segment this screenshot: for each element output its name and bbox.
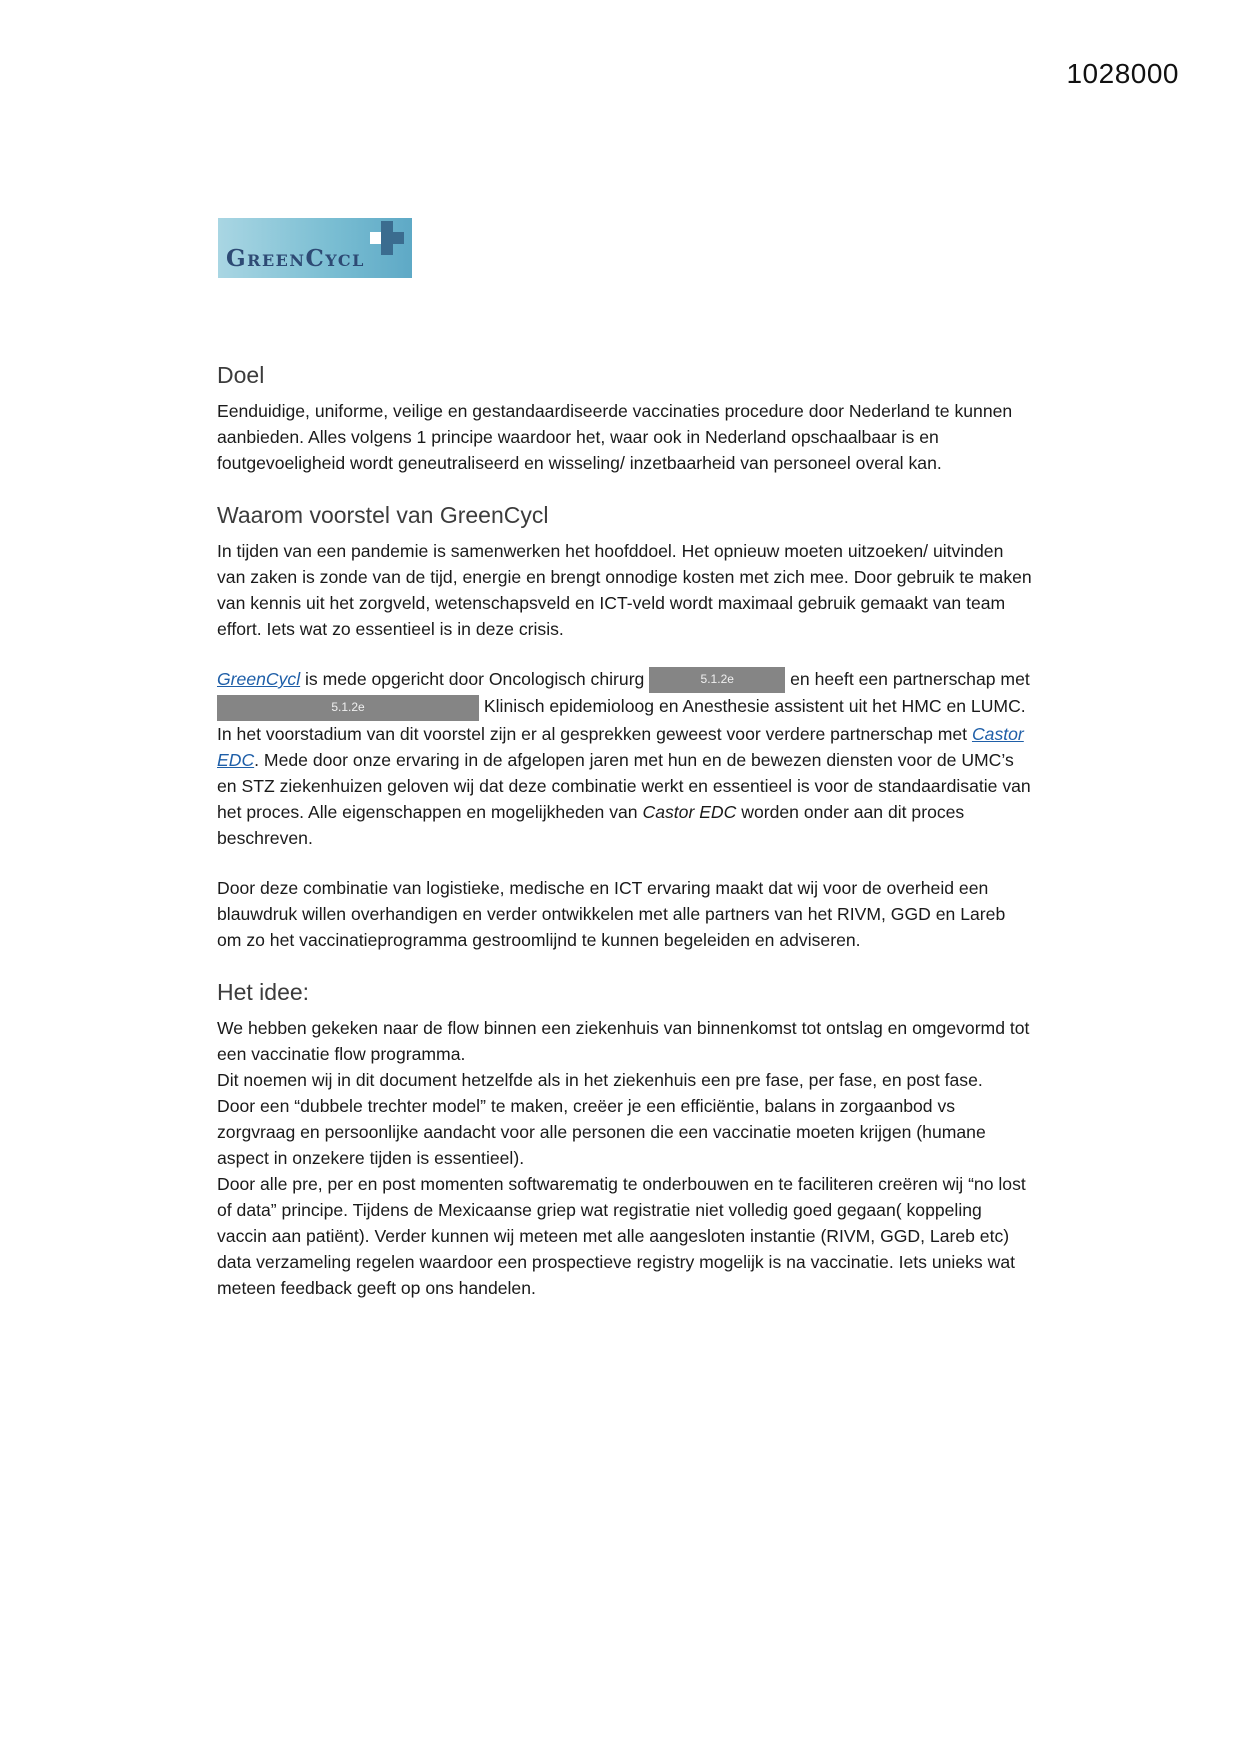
- paragraph-idee-2: Dit noemen wij in dit document hetzelfde als in het ziekenhuis een pre fase, per fase, en post fase.: [217, 1069, 983, 1090]
- paragraph-waarom: In tijden van een pandemie is samenwerken het hoofddoel. Het opnieuw moeten uitzoeken/ uitvinden van zaken is zonde van de tijd, energie en brengt onnodige kosten met zich mee. Door gebruik te maken van kennis uit het zorgveld, wetenschapsveld en ICT-veld wordt maximaal gebruik gemaakt van team effort. Iets wat zo essentieel is in deze crisis.: [217, 541, 1032, 639]
- paragraph-combinatie: Door deze combinatie van logistieke, medische en ICT ervaring maakt dat wij voor de overheid een blauwdruk willen overhandigen en verder ontwikkelen met alle partners van het RIVM, GGD en Lareb om zo het vaccinatieprogramma gestroomlijnd te kunnen begeleiden en adviseren.: [217, 877, 1006, 950]
- medical-cross-icon: [370, 221, 404, 255]
- heading-doel: Doel: [217, 362, 265, 388]
- redaction-box: 5.1.2e: [649, 667, 785, 693]
- paragraph-idee-1: We hebben gekeken naar de flow binnen een ziekenhuis van binnenkomst tot ontslag en omgevormd tot een vaccinatie flow programma.: [217, 1017, 1030, 1064]
- heading-waarom: Waarom voorstel van GreenCycl: [217, 502, 549, 528]
- paragraph-idee-3: Door een “dubbele trechter model” te maken, creëer je een efficiëntie, balans in zorgaanbod vs zorgvraag en persoonlijke aandacht voor alle personen die een vaccinatie moeten krijgen (humane aspect in onzekere tijden is essentieel).: [217, 1095, 986, 1168]
- greencycl-logo: [218, 218, 412, 278]
- heading-idee: Het idee:: [217, 978, 310, 1005]
- document-number: 1028000: [1066, 58, 1179, 89]
- paragraph-doel: Eenduidige, uniforme, veilige en gestandaardiseerde vaccinaties procedure door Nederland te kunnen aanbieden. Alles volgens 1 principe waardoor het, waar ook in Nederland opschaalbaar is en foutgevoeligheid wordt geneutraliseerd en wisseling/ inzetbaarheid van personeel overal kan.: [217, 401, 1013, 473]
- paragraph-idee-4: Door alle pre, per en post momenten softwarematig te onderbouwen en te faciliteren creëren wij “no lost of data” principe. Tijdens de Mexicaanse griep wat registratie niet volledig goed gegaan( koppeling vaccin aan patiënt). Verder kunnen wij meteen met alle aangesloten instantie (RIVM, GGD, Lareb etc) data verzameling regelen waardoor een prospectieve registry mogelijk is na vaccinatie. Iets unieks wat meteen feedback geeft op ons handelen.: [217, 1173, 1026, 1298]
- paragraph-partnerschap: GreenCycl is mede opgericht door Oncologisch chirurg 5.1.2e en heeft een partnerschap met 5.1.2e Klinisch epidemioloog en Anesthesie assistent uit het HMC en LUMC.: [217, 666, 1032, 721]
- logo-text: GreenCycl: [226, 245, 365, 272]
- greencycl-link[interactable]: GreenCycl: [217, 669, 301, 689]
- paragraph-castor: In het voorstadium van dit voorstel zijn er al gesprekken geweest voor verdere partnerschap met Castor EDC. Mede door onze ervaring in de afgelopen jaren met hun en de bewezen diensten voor de UMC’s en STZ ziekenhuizen geloven wij dat deze combinatie werkt en essentieel is voor de standaardisatie van het proces. Alle eigenschappen en mogelijkheden van Castor EDC worden onder aan dit proces beschreven.: [217, 723, 1031, 848]
- castor-edc-link[interactable]: Castor EDC: [217, 723, 1024, 770]
- document-body: [217, 362, 1032, 1301]
- redaction-box: 5.1.2e: [217, 695, 479, 721]
